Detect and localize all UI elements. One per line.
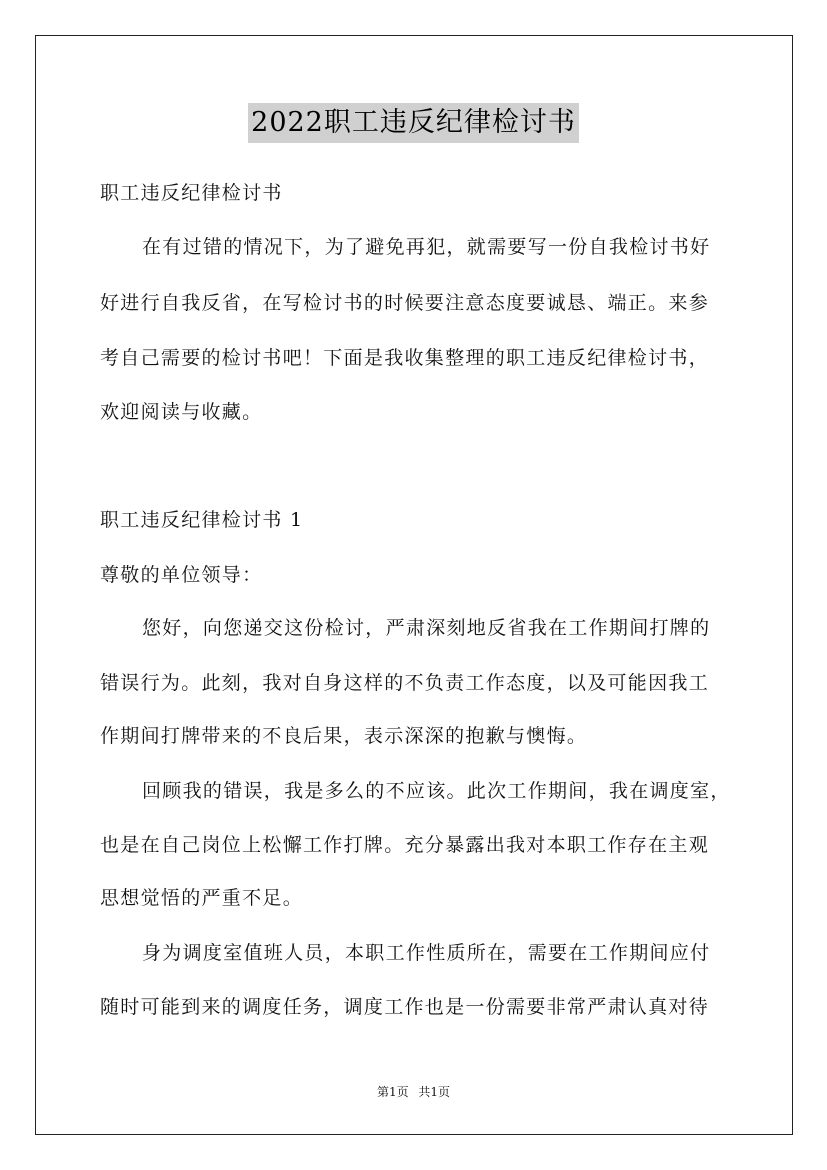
paragraph-line: 错误行为。此刻，我对自身这样的不负责工作态度，以及可能因我工 — [100, 672, 710, 694]
page-number: 第1页 — [376, 1085, 409, 1099]
page-total: 共1页 — [418, 1085, 451, 1099]
page-footer — [0, 1084, 827, 1100]
section-heading: 职工违反纪律检讨书 1 — [100, 509, 304, 531]
intro-line: 在有过错的情况下，为了避免再犯，就需要写一份自我检讨书好 — [142, 236, 711, 258]
document-subtitle: 职工违反纪律检讨书 — [100, 182, 283, 204]
paragraph-line: 也是在自己岗位上松懈工作打牌。充分暴露出我对本职工作存在主观 — [100, 834, 710, 856]
intro-line: 考自己需要的检讨书吧！下面是我收集整理的职工违反纪律检讨书， — [100, 347, 710, 369]
document-title — [0, 103, 827, 143]
paragraph-line: 回顾我的错误，我是多么的不应该。此次工作期间，我在调度室， — [142, 780, 731, 802]
paragraph-line: 随时可能到来的调度任务，调度工作也是一份需要非常严肃认真对待 — [100, 996, 710, 1018]
document-title-text: 2022职工违反纪律检讨书 — [248, 103, 579, 143]
paragraph-line: 身为调度室值班人员，本职工作性质所在，需要在工作期间应付 — [142, 942, 711, 964]
intro-line: 欢迎阅读与收藏。 — [100, 401, 263, 423]
paragraph-line: 思想觉悟的严重不足。 — [100, 887, 304, 909]
intro-line: 好进行自我反省，在写检讨书的时候要注意态度要诚恳、端正。来参 — [100, 292, 710, 314]
paragraph-line: 您好，向您递交这份检讨，严肃深刻地反省我在工作期间打牌的 — [142, 617, 711, 639]
paragraph-line: 作期间打牌带来的不良后果，表示深深的抱歉与懊悔。 — [100, 725, 588, 747]
salutation: 尊敬的单位领导： — [100, 564, 263, 586]
